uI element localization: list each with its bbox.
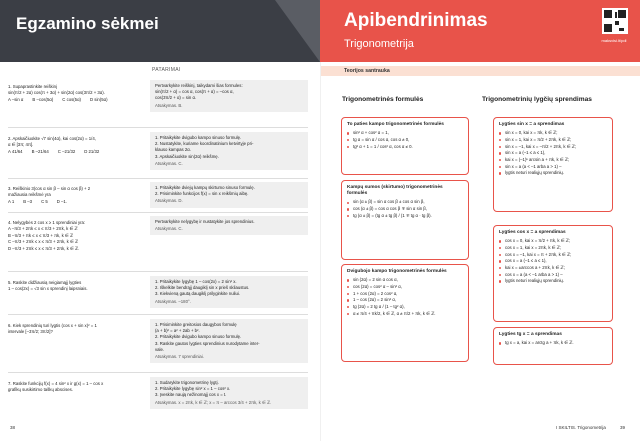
formula-box-title: To paties kampo trigonometrinės formulės — [347, 122, 444, 127]
tip-text: 3. Įveskite naują nežinomąjį cos x = t. — [155, 392, 227, 398]
answer-option: D sin(5α) — [90, 96, 108, 102]
answer-option: C cos(5α) — [62, 96, 81, 102]
formula-item: kai x = ±arccos a + 2πk, k ∈ ℤ; — [499, 265, 607, 272]
formula-box-title: Lygties sin x = a sprendimas — [499, 122, 565, 127]
question-text: sin(π/2 + 2α) cos(π + 3α) + sin(2α) cos(3π/2 + 3α). — [8, 90, 105, 96]
formula-item: sin (α ± β) = sin α cos β ± cos α sin β, — [347, 199, 463, 206]
question-text: A –π/3 + 2πk ≤ x ≤ π/3 + 2πk, k ∈ ℤ — [8, 226, 78, 232]
question-text: 5. Raskite didžiausią neigiamąjį lygties — [8, 280, 82, 285]
formula-item: cos x = a (a < –1 arba a > 1) – — [499, 272, 607, 279]
tip-box — [150, 377, 308, 409]
row-separator — [8, 314, 308, 315]
formula-item: cos x = 0, kai x = π/2 + πk, k ∈ ℤ; — [499, 238, 607, 245]
tip-box — [150, 276, 308, 308]
question-text: 6. Kiek sprendinių turi lygtis (cos x + sin x)² = 1 — [8, 323, 97, 328]
formula-item: lygtis neturi realiųjų sprendinių. — [499, 170, 607, 177]
right-page-subtitle: Trigonometrija — [344, 38, 414, 50]
answer-option: C 5 — [41, 198, 48, 204]
qr-code-label: maksvisi.lt/pdl — [601, 38, 627, 43]
tip-text: 2. Pritaikykite dvigubo kampo sinuso formulę. — [155, 334, 242, 340]
formula-item: 1 – cos (2α) = 2 sin² α, — [347, 297, 463, 304]
formula-item: sin x = a (–1 ≤ a ≤ 1), — [499, 150, 607, 157]
formula-item: tg x = a, kai x = arctg a + πk, k ∈ ℤ. — [499, 340, 607, 347]
tip-answer: Atsakymas. 7 sprendiniai. — [155, 354, 204, 360]
right-page-number: 39 — [620, 425, 626, 430]
formula-item: sin x = a (a < –1 arba a > 1) – — [499, 164, 607, 171]
formula-item: α ≠ π/4 + πk/2, k ∈ ℤ, α ≠ π/2 + πk, k ∈ ℤ. — [347, 311, 463, 318]
formula-box — [341, 264, 469, 362]
tip-box — [150, 80, 308, 112]
question-text: 4. Nelygybės 2 cos x ≥ 1 sprendiniai yra: — [8, 220, 86, 225]
answer-option: A 41/64 — [8, 148, 23, 154]
formulas-section-title: Trigonometrinės formulės — [342, 96, 424, 103]
tip-box — [150, 319, 308, 363]
formula-item: cos x = –1, kai x = π + 2πk, k ∈ ℤ; — [499, 252, 607, 259]
formula-box-title: Lygties tg x = a sprendimas — [499, 332, 562, 337]
tip-box — [150, 216, 308, 235]
formula-item: cos (α ± β) = cos α cos β ∓ sin α sin β, — [347, 206, 463, 213]
tip-text: sin(π/2 + α) = cos α, cos(π + α) = –cos α, — [155, 89, 234, 95]
formula-item: sin x = 1, kai x = π/2 + 2πk, k ∈ ℤ; — [499, 137, 607, 144]
tip-text: (a + b)² = a² + 2ab + b². — [155, 328, 200, 334]
formula-item: tg (α ± β) = (tg α ± tg β) / (1 ∓ tg α · tg β). — [347, 213, 463, 220]
formula-item: lygtis neturi realiųjų sprendinių. — [499, 278, 607, 285]
question-text: grafikų susikirtimo taškų abscises. — [8, 387, 73, 393]
formula-item: cos x = 1, kai x = 2πk, k ∈ ℤ; — [499, 245, 607, 252]
formula-box — [493, 327, 613, 365]
question-text: C –π/3 + 2πk ≤ x ≤ π/3 + 2πk, k ∈ ℤ — [8, 239, 79, 245]
formula-item: cos (2α) = cos² α – sin² α, — [347, 284, 463, 291]
formula-box-title: Kampų sumos (skirtumo) trigonometrinės formulės — [347, 185, 443, 197]
question-text: α ∈ [3π; 4π]. — [8, 142, 34, 148]
header-decoration — [275, 0, 320, 62]
formula-item: tg α = sin α / cos α, cos α ≠ 0, — [347, 137, 463, 144]
tip-text: cos(3π/2 + α) = sin α. — [155, 95, 197, 101]
tip-answer: Atsakymas. C. — [155, 226, 183, 232]
answer-option: D 21/32 — [84, 148, 100, 154]
question-text: 3. Reiškinio 3(cos α sin β – sin α cos β) + 2 — [8, 186, 91, 191]
page-gutter — [320, 62, 321, 441]
tip-text: Pertvarkykite nelygybę ir nustatykite jos sprendinius. — [155, 219, 255, 224]
formula-item: kai x = (–1)ᵏ arcsin a + πk, k ∈ ℤ; — [499, 157, 607, 164]
formula-item: sin² α + cos² α = 1, — [347, 130, 463, 137]
tip-text: 3. Apskaičiuokite sin(2α) reikšmę. — [155, 153, 219, 159]
tip-text: vale. — [155, 346, 165, 352]
row-separator — [8, 212, 308, 213]
tip-text: 2. Iškelkite bendrąjį daugiklį sin x prieš skliaustus. — [155, 285, 250, 291]
question-text: mažiausia reikšmė yra — [8, 192, 51, 198]
question-text: D –π/3 + 2πk ≤ x ≤ π/3 + 2πk, k ∈ ℤ. — [8, 245, 80, 251]
answer-options — [8, 149, 148, 155]
formula-box — [493, 117, 613, 212]
question-text: 2. Apskaičiuokite √7 sin(4α), kai cos(2α) = 1/4, — [8, 136, 96, 141]
question-text: 1. Supaprastinkite reiškinį — [8, 84, 57, 89]
tip-text: 1. Pritaikykite dviejų kampų skirtumo sinuso formulę. — [155, 185, 255, 190]
tip-box — [150, 132, 308, 170]
tip-text: 2. Nustatykite, kuriame koordinatinium ketvirtyje pri- — [155, 141, 254, 147]
question-text: 1 – cos(2x) = √3 sin x sprendinį laipsniais. — [8, 286, 88, 292]
formula-box-title: Lygties cos x = a sprendimas — [499, 230, 566, 235]
tips-column-label: PATARIMAI — [152, 67, 181, 73]
left-page-header — [0, 0, 320, 62]
formula-item: sin (2α) = 2 sin α cos α, — [347, 277, 463, 284]
question-text: intervale [–3π/2; 3π/2]? — [8, 329, 53, 335]
right-page-title: Apibendrinimas — [344, 10, 488, 31]
tip-text: 1. Sudarykite trigonometrinę lygtį. — [155, 380, 219, 385]
question-item — [8, 220, 148, 252]
tip-text: 3. Kiekvieną gautą daugiklį prilyginkite nuliui. — [155, 291, 241, 297]
formula-box — [341, 180, 469, 260]
tip-text: 2. Prisiminkite funkcijos f(x) = sin x reikšmių aibę. — [155, 191, 249, 197]
formula-box — [341, 117, 469, 175]
answer-options — [8, 97, 148, 103]
answer-option: D –1. — [56, 198, 68, 204]
formula-item: tg² α + 1 = 1 / cos² α, cos α ≠ 0. — [347, 144, 463, 151]
tip-answer: Atsakymas. B. — [155, 102, 183, 108]
answer-option: A 1 — [8, 198, 15, 204]
left-page-number: 38 — [10, 425, 16, 430]
tip-text: klauso kampas 2α. — [155, 147, 191, 153]
equations-section-title: Trigonometrinių lygčių sprendimas — [482, 96, 592, 103]
answer-option: C –21/32 — [57, 148, 76, 154]
question-text: B –π/3 + πk ≤ x ≤ π/3 + πk, k ∈ ℤ — [8, 232, 74, 238]
theory-summary-band — [320, 66, 640, 76]
row-separator — [8, 372, 308, 373]
question-item — [8, 381, 148, 394]
answer-option: B –cos(5α) — [32, 96, 54, 102]
question-item — [8, 84, 148, 103]
question-item — [8, 323, 148, 336]
theory-summary-label: Teorijos santrauka — [344, 67, 390, 74]
tip-text: 1. Prisiminkite greitosios daugybos formulę — [155, 322, 237, 327]
formula-item: 1 + cos (2α) = 2 cos² α, — [347, 291, 463, 298]
qr-code-icon[interactable] — [602, 8, 628, 34]
question-item — [8, 280, 148, 293]
tip-answer: Atsakymas. D. — [155, 198, 183, 204]
answer-options — [8, 199, 148, 205]
formula-box-title: Dvigubojo kampo trigonometrinės formulės — [347, 269, 447, 274]
question-item — [8, 136, 148, 155]
tip-text: 2. Pritaikykite lygybę sin² x = 1 – cos² x. — [155, 386, 231, 392]
tip-answer: Atsakymas. x = 2πk, k ∈ ℤ; x = π – arccos 3/4 + 2πk, k ∈ ℤ. — [155, 399, 272, 405]
formula-item: sin x = –1, kai x = –π/2 + 2πk, k ∈ ℤ; — [499, 144, 607, 151]
tip-box — [150, 182, 308, 208]
answer-option: B –21/64 — [31, 148, 49, 154]
row-separator — [8, 271, 308, 272]
tip-answer: Atsakymas. –180°. — [155, 298, 191, 304]
question-item — [8, 186, 148, 205]
row-separator — [8, 127, 308, 128]
tip-answer: Atsakymas. C. — [155, 160, 183, 166]
formula-box — [493, 225, 613, 322]
tip-text: Pertvarkykite reiškinį, taikydami šias formules: — [155, 83, 243, 88]
tip-text: 3. Raskite gautos lygties sprendinius nurodytame inter- — [155, 340, 260, 346]
formula-item: tg (2α) = 2 tg α / (1 – tg² α), — [347, 304, 463, 311]
question-text: 7. Raskite funkcijų f(x) = 4 sin² x ir g(x) = 1 – cos x — [8, 381, 104, 386]
tip-text: 1. Pritaikykite dvigubo kampo sinuso formulę. — [155, 135, 242, 140]
formula-item: sin x = 0, kai x = πk, k ∈ ℤ; — [499, 130, 607, 137]
row-separator — [8, 178, 308, 179]
right-page-header — [320, 0, 640, 62]
left-page-title: Egzamino sėkmei — [16, 14, 159, 33]
answer-option: B –3 — [23, 198, 33, 204]
answer-option: A –sin α — [8, 96, 24, 102]
tip-text: 1. Pritaikykite lygybę 1 – cos(2x) = 2 sin² x. — [155, 279, 237, 284]
formula-item: cos x = a (–1 ≤ a ≤ 1), — [499, 258, 607, 265]
footer-section-label: I SKILTIS. Trigonometrija — [556, 425, 606, 430]
